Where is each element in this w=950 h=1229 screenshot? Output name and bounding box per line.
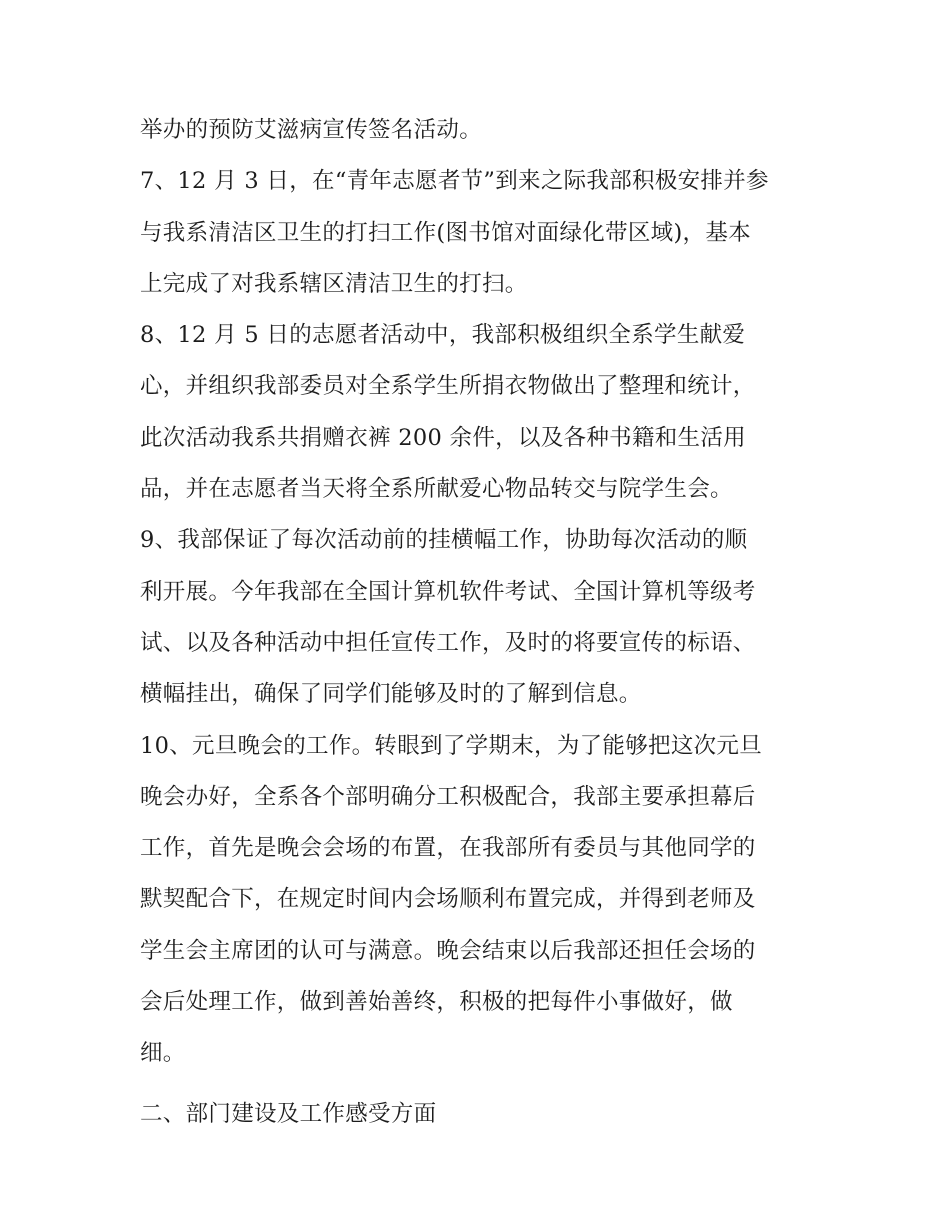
text-line: 举办的预防艾滋病宣传签名活动。 (140, 117, 483, 143)
section-gap (140, 1080, 820, 1089)
text-line: 细。 (140, 1040, 186, 1067)
text-line: 8、12 月 5 日的志愿者活动中，我部积极组织全系学生献爱 (140, 322, 746, 349)
document-body (140, 105, 820, 1140)
text-line: 9、我部保证了每次活动前的挂横幅工作，协助每次活动的顺 (140, 527, 748, 554)
text-line: 此次活动我系共捐赠衣裤 200 余件，以及各种书籍和生活用 (140, 424, 746, 451)
text-line: 10、元旦晚会的工作。转眼到了学期末，为了能够把这次元旦 (140, 732, 763, 759)
text-line: 默契配合下，在规定时间内会场顺利布置完成，并得到老师及 (140, 886, 756, 913)
text-line: 晚会办好，全系各个部明确分工积极配合，我部主要承担幕后 (140, 783, 756, 810)
text-line: 7、12 月 3 日，在“青年志愿者节”到来之际我部积极安排并参 (140, 168, 769, 195)
text-line: 学生会主席团的认可与满意。晚会结束以后我部还担任会场的 (140, 937, 756, 964)
text-line: 会后处理工作，做到善始善终，积极的把每件小事做好，做 (140, 989, 733, 1016)
text-line: 与我系清洁区卫生的打扫工作(图书馆对面绿化带区域)，基本 (140, 219, 751, 246)
text-line: 利开展。今年我部在全国计算机软件考试、全国计算机等级考 (140, 578, 756, 605)
text-line: 上完成了对我系辖区清洁卫生的打扫。 (140, 270, 528, 297)
text-line: 心，并组织我部委员对全系学生所捐衣物做出了整理和统计， (140, 373, 756, 400)
text-line: 横幅挂出，确保了同学们能够及时的了解到信息。 (140, 681, 642, 708)
text-line: 试、以及各种活动中担任宣传工作，及时的将要宣传的标语、 (140, 629, 756, 656)
text-line: 品，并在志愿者当天将全系所献爱心物品转交与院学生会。 (140, 476, 733, 503)
section-heading: 二、部门建设及工作感受方面 (140, 1100, 437, 1127)
text-line: 工作，首先是晚会会场的布置，在我部所有委员与其他同学的 (140, 835, 756, 862)
